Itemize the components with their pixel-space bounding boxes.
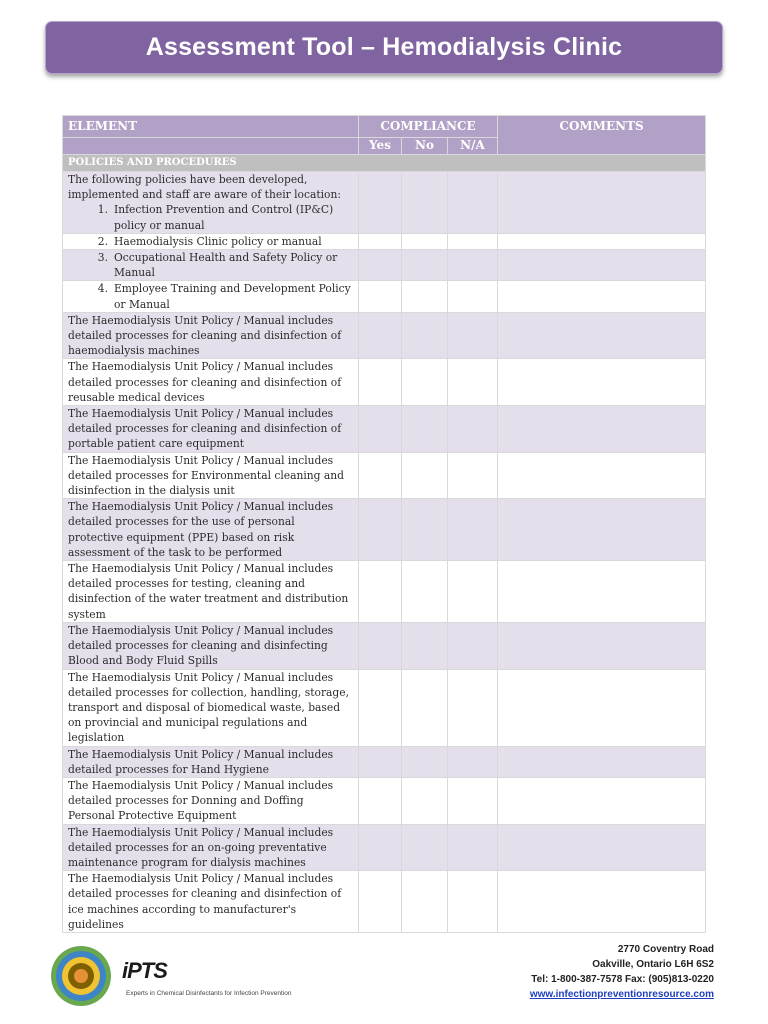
no-cell[interactable]	[402, 746, 448, 777]
element-cell: The Haemodialysis Unit Policy / Manual includes detailed processes for Donning and Doffing Personal Protective Equipment	[63, 777, 359, 824]
no-cell[interactable]	[402, 777, 448, 824]
comments-header: COMMENTS	[498, 116, 706, 155]
na-cell[interactable]	[448, 622, 498, 669]
comments-cell[interactable]	[498, 172, 706, 234]
yes-cell[interactable]	[359, 622, 402, 669]
comments-cell[interactable]	[498, 824, 706, 871]
comments-cell[interactable]	[498, 281, 706, 312]
yes-cell[interactable]	[359, 250, 402, 281]
section-title: POLICIES AND PROCEDURES	[63, 155, 706, 172]
table-row	[63, 746, 706, 777]
yes-cell[interactable]	[359, 746, 402, 777]
clinic-seal-logo	[50, 945, 112, 1007]
na-cell[interactable]	[448, 499, 498, 561]
intro-text: The following policies have been developed, implemented and staff are aware of their location:	[68, 173, 341, 202]
yes-cell[interactable]	[359, 871, 402, 933]
no-header: No	[402, 138, 448, 155]
comments-cell[interactable]	[498, 250, 706, 281]
comments-cell[interactable]	[498, 499, 706, 561]
table-row	[63, 250, 706, 281]
yes-cell[interactable]	[359, 561, 402, 623]
table-row	[63, 233, 706, 249]
no-cell[interactable]	[402, 359, 448, 406]
header-row	[63, 116, 706, 138]
no-cell[interactable]	[402, 312, 448, 359]
no-cell[interactable]	[402, 824, 448, 871]
na-cell[interactable]	[448, 281, 498, 312]
na-cell[interactable]	[448, 452, 498, 499]
comments-cell[interactable]	[498, 312, 706, 359]
page-title: Assessment Tool – Hemodialysis Clinic	[145, 33, 623, 61]
ipts-logo	[120, 958, 310, 1004]
table-row	[63, 406, 706, 453]
element-cell: The Haemodialysis Unit Policy / Manual includes detailed processes for cleaning and disinfection of reusable medical devices	[63, 359, 359, 406]
element-cell: The Haemodialysis Unit Policy / Manual includes detailed processes for testing, cleaning and disinfection of the water treatment and distribution system	[63, 561, 359, 623]
assessment-table	[62, 115, 706, 933]
element-cell: The Haemodialysis Unit Policy / Manual includes detailed processes for Environmental cleaning and disinfection in the dialysis unit	[63, 452, 359, 499]
na-cell[interactable]	[448, 746, 498, 777]
no-cell[interactable]	[402, 281, 448, 312]
address-line-1: 2770 Coventry Road	[617, 944, 714, 955]
yes-cell[interactable]	[359, 824, 402, 871]
no-cell[interactable]	[402, 172, 448, 234]
no-cell[interactable]	[402, 499, 448, 561]
yes-cell[interactable]	[359, 499, 402, 561]
comments-cell[interactable]	[498, 669, 706, 746]
comments-cell[interactable]	[498, 561, 706, 623]
comments-cell[interactable]	[498, 359, 706, 406]
footer-address	[530, 942, 714, 1002]
na-cell[interactable]	[448, 312, 498, 359]
element-cell: The Haemodialysis Unit Policy / Manual includes detailed processes for the use of personal protective equipment (PPE) based on risk assessment of the task to be performed	[63, 499, 359, 561]
table-row	[63, 499, 706, 561]
yes-cell[interactable]	[359, 312, 402, 359]
no-cell[interactable]	[402, 406, 448, 453]
na-cell[interactable]	[448, 871, 498, 933]
comments-cell[interactable]	[498, 406, 706, 453]
address-line-2: Oakville, Ontario L6H 6S2	[592, 959, 714, 970]
comments-cell[interactable]	[498, 233, 706, 249]
element-cell: The Haemodialysis Unit Policy / Manual includes detailed processes for an on-going preventative maintenance program for dialysis machines	[63, 824, 359, 871]
element-cell: 3. Occupational Health and Safety Policy or Manual	[63, 250, 359, 281]
comments-cell[interactable]	[498, 746, 706, 777]
element-header: ELEMENT	[63, 116, 359, 138]
yes-header: Yes	[359, 138, 402, 155]
yes-cell[interactable]	[359, 172, 402, 234]
na-cell[interactable]	[448, 561, 498, 623]
yes-cell[interactable]	[359, 359, 402, 406]
yes-cell[interactable]	[359, 233, 402, 249]
policy-item: Employee Training and Development Policy or Manual	[114, 282, 351, 311]
element-cell: 2. Haemodialysis Clinic policy or manual	[63, 233, 359, 249]
element-cell: The Haemodialysis Unit Policy / Manual includes detailed processes for collection, handling, storage, transport and disposal of biomedical waste, based on provincial and municipal regulations and legislation	[63, 669, 359, 746]
policy-item: Haemodialysis Clinic policy or manual	[114, 234, 322, 248]
no-cell[interactable]	[402, 871, 448, 933]
no-cell[interactable]	[402, 561, 448, 623]
table-row	[63, 561, 706, 623]
na-cell[interactable]	[448, 233, 498, 249]
yes-cell[interactable]	[359, 406, 402, 453]
table-row	[63, 312, 706, 359]
element-cell: 4. Employee Training and Development Policy or Manual	[63, 281, 359, 312]
na-cell[interactable]	[448, 359, 498, 406]
no-cell[interactable]	[402, 452, 448, 499]
table-row	[63, 359, 706, 406]
ipts-tagline: Experts in Chemical Disinfectants for Infection Prevention	[126, 990, 292, 997]
no-cell[interactable]	[402, 250, 448, 281]
table-row	[63, 777, 706, 824]
section-row	[63, 155, 706, 172]
policy-item: Infection Prevention and Control (IP&C) policy or manual	[114, 203, 334, 232]
policy-item: Occupational Health and Safety Policy or Manual	[114, 251, 338, 280]
comments-cell[interactable]	[498, 622, 706, 669]
table-row	[63, 824, 706, 871]
table-row	[63, 622, 706, 669]
policy-rows	[63, 312, 706, 932]
table-row	[63, 281, 706, 312]
element-cell: The Haemodialysis Unit Policy / Manual includes detailed processes for Hand Hygiene	[63, 746, 359, 777]
phone-fax: Tel: 1-800-387-7578 Fax: (905)813-0220	[531, 974, 714, 985]
element-cell: The following policies have been developed, implemented and staff are aware of their location: 1. Infection Prevention and Control (IP&C) policy or manual	[63, 172, 359, 234]
yes-cell[interactable]	[359, 452, 402, 499]
compliance-header: COMPLIANCE	[359, 116, 498, 138]
table-row	[63, 669, 706, 746]
na-cell[interactable]	[448, 824, 498, 871]
comments-cell[interactable]	[498, 871, 706, 933]
no-cell[interactable]	[402, 622, 448, 669]
element-cell: The Haemodialysis Unit Policy / Manual includes detailed processes for cleaning and disinfection of ice machines according to manufacturer's guidelines	[63, 871, 359, 933]
yes-cell[interactable]	[359, 281, 402, 312]
na-cell[interactable]	[448, 250, 498, 281]
na-cell[interactable]	[448, 406, 498, 453]
no-cell[interactable]	[402, 233, 448, 249]
ipts-logo-text: iPTS	[122, 958, 167, 983]
title-banner	[45, 21, 723, 74]
na-cell[interactable]	[448, 669, 498, 746]
na-header: N/A	[448, 138, 498, 155]
website-link[interactable]: www.infectionpreventionresource.com	[529, 989, 714, 1000]
no-cell[interactable]	[402, 669, 448, 746]
yes-cell[interactable]	[359, 777, 402, 824]
na-cell[interactable]	[448, 777, 498, 824]
comments-cell[interactable]	[498, 452, 706, 499]
na-cell[interactable]	[448, 172, 498, 234]
yes-cell[interactable]	[359, 669, 402, 746]
element-cell: The Haemodialysis Unit Policy / Manual includes detailed processes for cleaning and disinfection of portable patient care equipment	[63, 406, 359, 453]
element-cell: The Haemodialysis Unit Policy / Manual includes detailed processes for cleaning and disinfection of haemodialysis machines	[63, 312, 359, 359]
table-row	[63, 452, 706, 499]
table-row	[63, 172, 706, 234]
table-row	[63, 871, 706, 933]
comments-cell[interactable]	[498, 777, 706, 824]
element-cell: The Haemodialysis Unit Policy / Manual includes detailed processes for cleaning and disinfecting Blood and Body Fluid Spills	[63, 622, 359, 669]
